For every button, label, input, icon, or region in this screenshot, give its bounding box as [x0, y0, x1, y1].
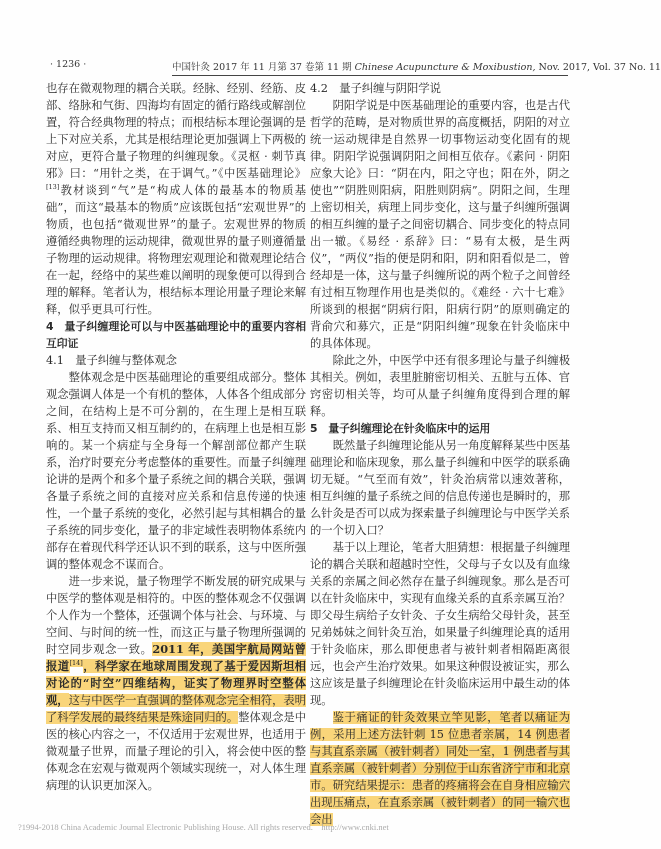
section-title: 量子纠缠理论可以与中医基础理论中的重要内容相互印证 [46, 320, 306, 350]
section-heading-5 [310, 420, 570, 437]
section-title: 量子纠缠与整体观念 [75, 354, 177, 367]
journal-citation [172, 59, 661, 76]
journal-name-en: Chinese Acupuncture & Moxibustion, [354, 62, 536, 73]
subsection-heading-4-2 [310, 80, 570, 97]
highlighted-text: ，科学家在地球周围发现了基于爱因斯坦相对论的“时空”四维结构，证实了物理界时空整体观， [46, 659, 306, 707]
highlighted-text: 2011 年，美国宇航局网站曾报道 [46, 642, 306, 673]
section-number: 5 [310, 422, 318, 435]
section-number: 4.1 [46, 354, 64, 367]
paragraph-text: 整体观念是中医的核心内容之一，不仅适用于宏观世界，也适用于微观量子世界，而量子理论的引入，将会使中医的整体观念在宏观与微观两个领域实现统一，对人体生理病理的认识更加深入。 [46, 711, 306, 792]
copyright-text: ?1994-2018 China Academic Journal Electronic Publishing House. All rights reserved. [18, 822, 313, 832]
right-column [310, 80, 570, 828]
citation[interactable]: [13] [46, 183, 60, 192]
paragraph [310, 709, 570, 828]
paragraph: 既然量子纠缠理论能从另一角度解释某些中医基础理论和临床现象，那么量子纠缠和中医学的联系确切无疑。“气至而有效”，针灸治病常以速效著称，相互纠缠的量子系统之间的信息传递也是瞬时的，那么针灸是否可以成为探索量子纠缠理论与中医学关系的一个切入口？ [310, 439, 570, 537]
copyright-footer [18, 822, 389, 832]
paragraph: 除此之外，中医学中还有很多理论与量子纠缠极其相关。例如，表里脏腑密切相关、五脏与五体、官窍密切相关等，均可从量子纠缠角度得到合理的解释。 [310, 354, 570, 418]
subsection-heading-4-1 [46, 352, 306, 369]
paragraph [46, 573, 306, 794]
running-header [42, 57, 661, 75]
highlighted-text: 鉴于痛证的针灸效果立竿见影，笔者以痛证为例，采用上述方法针刺 15 位患者亲属，14 例患者与其直系亲属（被针刺者）同处一室，1 例患者与其直系亲属（被针刺者）分别位于山东省济宁市和北京市。研究结果提示：患者的疼痛将会在自身相应输穴出现压痛点，在直系亲属（被针刺者）的同一输穴也会出 [310, 711, 570, 826]
citation[interactable]: [14] [69, 659, 83, 668]
paragraph: 基于以上理论，笔者大胆猜想：根据量子纠缠理论的耦合关联和超越时空性，父母与子女以及有血缘关系的亲属之间必然存在量子纠缠现象。那么是否可以在针灸临床中，实现有血缘关系的直系亲属互治？即父母生病给子女针灸、子女生病给父母针灸，甚至兄弟姊妹之间针灸互治，如果量子纠缠理论真的适用于针灸临床，那么即便患者与被针刺者相隔距离很远，也会产生治疗效果。如果这种假设被证实，那么这应该是量子纠缠理论在针灸临床运用中最生动的体现。 [310, 541, 570, 707]
footer-url[interactable]: http://www.cnki.net [321, 822, 389, 832]
paragraph: 整体观念是中医基础理论的重要组成部分。整体观念强调人体是一个有机的整体，人体各个组成部分之间，在结构上是不可分割的，在生理上是相互联系、相互支持而又相互制约的，在病理上也是相互影响的。某一个病症与全身每一个解剖部位都产生联系，治疗时要充分考虑整体的重要性。而量子纠缠理论讲的是两个和多个量子系统之间的耦合关联，强调各量子系统之间的直接对应关系和信息传递的快速性，一个量子系统的变化，必然引起与其相耦合的量子系统的同步变化，量子的非定域性表明物体系统内部存在着现代科学还认识不到的联系，这与中医所强调的整体观念不谋而合。 [46, 371, 306, 571]
section-title: 量子纠缠理论在针灸临床中的运用 [328, 422, 491, 435]
section-heading-4 [46, 318, 306, 352]
journal-issue-en: Nov. 2017, Vol. 37 No. 11 [538, 62, 661, 73]
paragraph-text: 进一步来说，量子物理学不断发展的研究成果与中医学的整体观是相符的。中医的整体观念不仅强调个人作为一个整体，还强调个体与社会、与环境、与空间、与时间的统一性，而这正与量子物理所强调的时空同步观念一致。 [46, 575, 306, 656]
highlighted-text: 这与中医学一直强调的整体观念完全相符，表明了科学发展的最终结果是殊途同归的。 [46, 694, 306, 724]
section-number: 4.2 [310, 82, 328, 95]
section-number: 4 [46, 320, 54, 333]
paragraph: 阴阳学说是中医基础理论的重要内容，也是古代哲学的范畴，是对物质世界的高度概括，阴阳的对立统一运动规律是自然界一切事物运动变化固有的规律。阴阳学说强调阴阳之间相互依存。《素问 · 阴阳应象大论》曰：“阴在内，阳之守也；阳在外，阴之使也”“阴胜则阳病，阳胜则阴病”。阴阳之间，生理上密切相关，病理上同步变化，这与量子纠缠所强调的相互纠缠的量子之间密切耦合、同步变化的特点同出一辙。《易经 · 系辞》曰：“易有太极，是生两仪”，“两仪”指的便是阴和阳，阴和阳看似是二，曾经却是一体，这与量子纠缠所说的两个粒子之间曾经有过相互物理作用也是类似的。《难经 · 六十七难》所谈到的根据“阴病行阳，阳病行阴”的原则确定的背俞穴和募穴，正是“阴阳纠缠”现象在针灸临床中的具体体现。 [310, 99, 570, 350]
left-column [46, 80, 306, 794]
paragraph-text: 也存在微观物理的耦合关联。经脉、经别、经筋、皮部、络脉和气街、四海均有固定的循行路线或解剖位置，符合经典物理的特点；而根结标本理论强调的是上下对应关系，尤其是根结理论更加强调上下两极的对应，更符合量子物理的纠缠现象。《灵枢 · 刺节真邪》曰：“用针之类，在于调气。”《中医基础理论》 [46, 82, 306, 180]
page-number: · 1236 · [50, 59, 87, 70]
paragraph [46, 80, 306, 318]
paragraph-text: 教材谈到“气”是“构成人体的最基本的物质基础”，而这“最基本的物质”应该既包括“宏观世界”的物质，也包括“微观世界”的量子。宏观世界的物质遵循经典物理的运动规律，微观世界的量子则遵循量子物理的运动规律。将物理宏观理论和微观理论结合在一起，经络中的某些难以阐明的现象便可以得到合理的解释。笔者认为，根结标本理论用量子理论来解释，似乎更具可行性。 [46, 184, 306, 316]
journal-name-cn: 中国针灸 2017 年 11 月第 37 卷第 11 期 [172, 62, 352, 73]
section-title: 量子纠缠与阴阳学说 [339, 82, 441, 95]
